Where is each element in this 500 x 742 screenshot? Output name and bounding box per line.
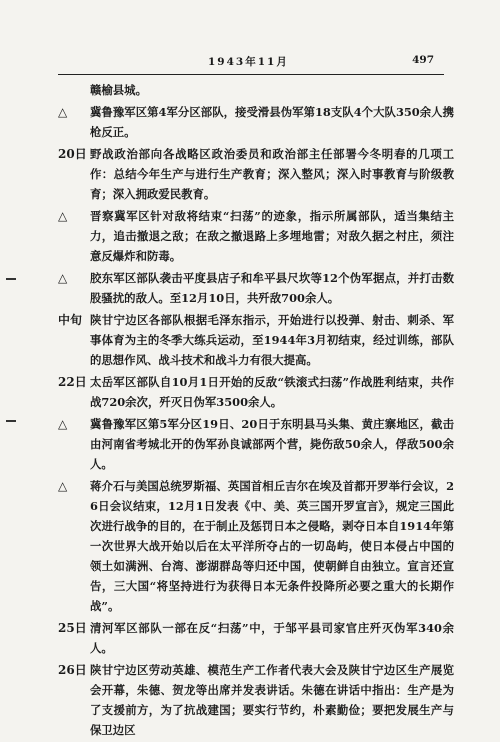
entry-text: 太岳军区部队自10月1日开始的反敌“铁滚式扫荡”作战胜利结束，共作战720余次，歼灭日伪军3500余人。 — [90, 375, 454, 409]
chronology-entries — [58, 80, 454, 742]
entry-date-mark: △ — [58, 417, 68, 431]
chronology-entry — [58, 144, 454, 204]
chronology-entry — [58, 372, 454, 412]
entry-date-mark: △ — [58, 271, 68, 285]
entry-text: 蒋介石与美国总统罗斯福、英国首相丘吉尔在埃及首都开罗举行会议，26日会议结束，12月1日发表《中、美、英三国开罗宣言》，规定三国此次进行战争的目的，在于制止及惩罚日本之侵略，剥夺日本自1914年第一次世界大战开始以后在太平洋所夺占的一切岛屿，使日本侵占中国的领土如满洲、台湾、澎湖群岛等归还中国，使朝鲜自由独立。宣言还宣告，三大国“将坚持进行为获得日本无条件投降所必要之重大的长期作战”。 — [90, 479, 454, 613]
entry-date-mark: 25日 — [58, 621, 87, 635]
entry-date-mark: 中旬 — [58, 313, 83, 327]
entry-text: 清河军区部队一部在反“扫荡”中，于邹平县司家官庄歼灭伪军340余人。 — [90, 621, 454, 655]
chronology-entry — [58, 80, 454, 100]
chronology-entry — [58, 618, 454, 658]
binding-mark — [6, 420, 16, 422]
entry-text: 冀鲁豫军区第5军分区19日、20日于东明县马头集、黄庄寨地区，截击由河南省考城北开的伪军孙良诚部两个营，毙伤敌50余人，俘敌500余人。 — [90, 417, 454, 471]
chronology-entry — [58, 476, 454, 616]
entry-text: 陕甘宁边区劳动英雄、模范生产工作者代表大会及陕甘宁边区生产展览会开幕，朱德、贺龙等出席并发表讲话。朱德在讲话中指出：生产是为了支援前方，为了抗战建国；要实行节约，朴素勤俭；要把发展生产与保卫边区 — [90, 663, 454, 737]
chronology-entry — [58, 102, 454, 142]
entry-date-mark: △ — [58, 209, 68, 223]
chronology-entry — [58, 268, 454, 308]
entry-text: 胶东军区部队袭击平度县店子和牟平县尺坎等12个伪军据点，并打击数股骚扰的敌人。至12月10日，共歼敌700余人。 — [90, 271, 454, 305]
entry-date-mark: △ — [58, 105, 68, 119]
entry-date-mark: 22日 — [58, 375, 87, 389]
page-header — [58, 52, 444, 75]
chronology-entry — [58, 310, 454, 370]
page-number: 497 — [412, 54, 434, 66]
entry-text: 晋察冀军区针对敌将结束“扫荡”的迹象，指示所属部队，适当集结主力，追击撤退之敌；在敌之撤退路上多埋地雷；对敌久据之村庄，须注意反爆炸和防毒。 — [90, 209, 454, 263]
entry-text: 陕甘宁边区各部队根据毛泽东指示，开始进行以投弹、射击、刺杀、军事体育为主的冬季大练兵运动，至1944年3月初结束，经过训练，部队的思想作风、战斗技术和战斗力有很大提高。 — [90, 313, 454, 367]
entry-date-mark: △ — [58, 479, 68, 493]
entry-date-mark: 20日 — [58, 147, 87, 161]
chronology-entry — [58, 414, 454, 474]
chronology-entry — [58, 660, 454, 740]
chronology-entry — [58, 206, 454, 266]
binding-mark — [6, 278, 16, 280]
entry-text: 冀鲁豫军区第4军分区部队，接受滑县伪军第18支队4个大队350余人携枪反正。 — [90, 105, 454, 139]
entry-text: 野战政治部向各战略区政治委员和政治部主任部署今冬明春的几项工作：总结今年生产与进行生产教育；深入整风；深入时事教育与阶级教育；深入拥政爱民教育。 — [90, 147, 454, 201]
entry-text: 赣榆县城。 — [90, 83, 147, 97]
header-title: 1943年11月 — [208, 56, 289, 68]
entry-date-mark: 26日 — [58, 663, 87, 677]
